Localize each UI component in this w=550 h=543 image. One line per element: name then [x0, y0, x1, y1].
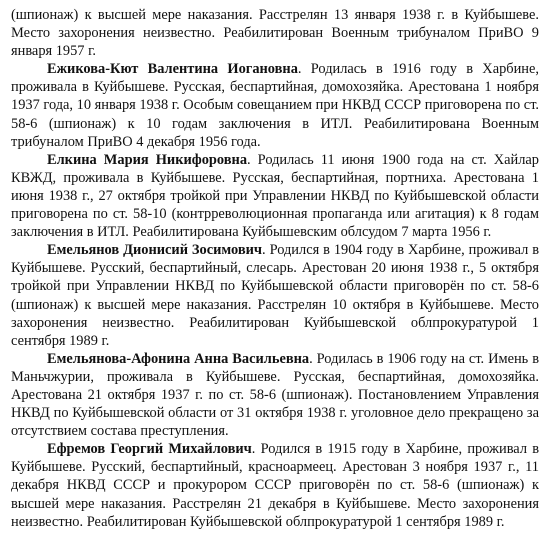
entry-efremov: [11, 440, 539, 530]
entry-text: . Родился в 1915 году в Харбине, проживал в Куйбышеве. Русский, беспартийный, красноармеец. Арестован 3 ноября 1937 г., 11 декабря НКВД СССР и прокурором СССР приговорён по ст. 58-6 (шпионаж) к высшей мере наказания. Расстрелян 21 декабря в Куйбышеве. Место захоронения неизвестно. Реабилитирован Куйбышевской облпрокуратурой 1 сентября 1989 г.: [11, 441, 539, 530]
entry-person-name: Ежикова-Кют Валентина Иогановна: [47, 61, 298, 78]
entry-person-name: Емельянов Дионисий Зосимович: [47, 242, 263, 259]
entry-text: (шпионаж) к высшей мере наказания. Расстрелян 13 января 1938 г. в Куйбышеве. Место захоронения неизвестно. Реабилитирован Военным трибуналом ПриВО 9 января 1957 г.: [11, 7, 539, 60]
entry-person-name: Елкина Мария Никифоровна: [47, 151, 248, 168]
entry-person-name: Ефремов Георгий Михайлович: [47, 441, 252, 458]
entry-text: . Родилась в 1906 году на ст. Имень в Маньчжурии, проживала в Куйбышеве. Русская, беспартийная, домохозяйка. Арестована 21 октября 1937 г. по ст. 58-6 (шпионаж). Постановлением Управления НКВД по Куйбышевской области от 31 октября 1938 г. уголовное дело прекращено за отсутствием состава преступления.: [11, 350, 539, 440]
document-page: [11, 6, 539, 531]
entry-emelyanov: [11, 241, 539, 350]
entry-emelyanova-afonina: [11, 350, 539, 440]
entry-text: . Родилась в 1916 году в Харбине, проживала в Куйбышеве. Русская, беспартийная, домохозяйка. Арестована 1 ноября 1937 года, 10 января 1938 г. Особым совещанием при НКВД СССР приговорена по ст. 58-6 (шпионаж) к 10 годам заключения в ИТЛ. Реабилитирована Военным трибуналом ПриВО 4 декабря 1956 года.: [11, 61, 539, 150]
entry-continuation: [11, 6, 539, 60]
entry-elkina: [11, 151, 539, 241]
entry-ezhikova-kyut: [11, 60, 539, 150]
entry-text: . Родилась 11 июня 1900 года на ст. Хайлар КВЖД, проживала в Куйбышеве. Русская, беспартийная, портниха. Арестована 1 июня 1938 г., 27 октября тройкой при Управлении НКВД по Куйбышевской области приговорена по ст. 58-10 (контрреволюционная пропаганда или агитация) к 8 годам заключения в ИТЛ. Реабилитирована Куйбышевским облсудом 7 марта 1956 г.: [11, 151, 539, 241]
entry-text: . Родился в 1904 году в Харбине, проживал в Куйбышеве. Русский, беспартийный, слесарь. Арестован 20 июня 1938 г., 5 октября тройкой при Управлении НКВД по Куйбышевской области приговорён по ст. 58-6 (шпионаж) к высшей мере наказания. Расстрелян 10 октября в Куйбышеве. Место захоронения неизвестно. Реабилитирован Куйбышевской облпрокуратурой 1 сентября 1989 г.: [11, 242, 540, 349]
entry-person-name: Емельянова-Афонина Анна Васильевна: [47, 350, 310, 367]
